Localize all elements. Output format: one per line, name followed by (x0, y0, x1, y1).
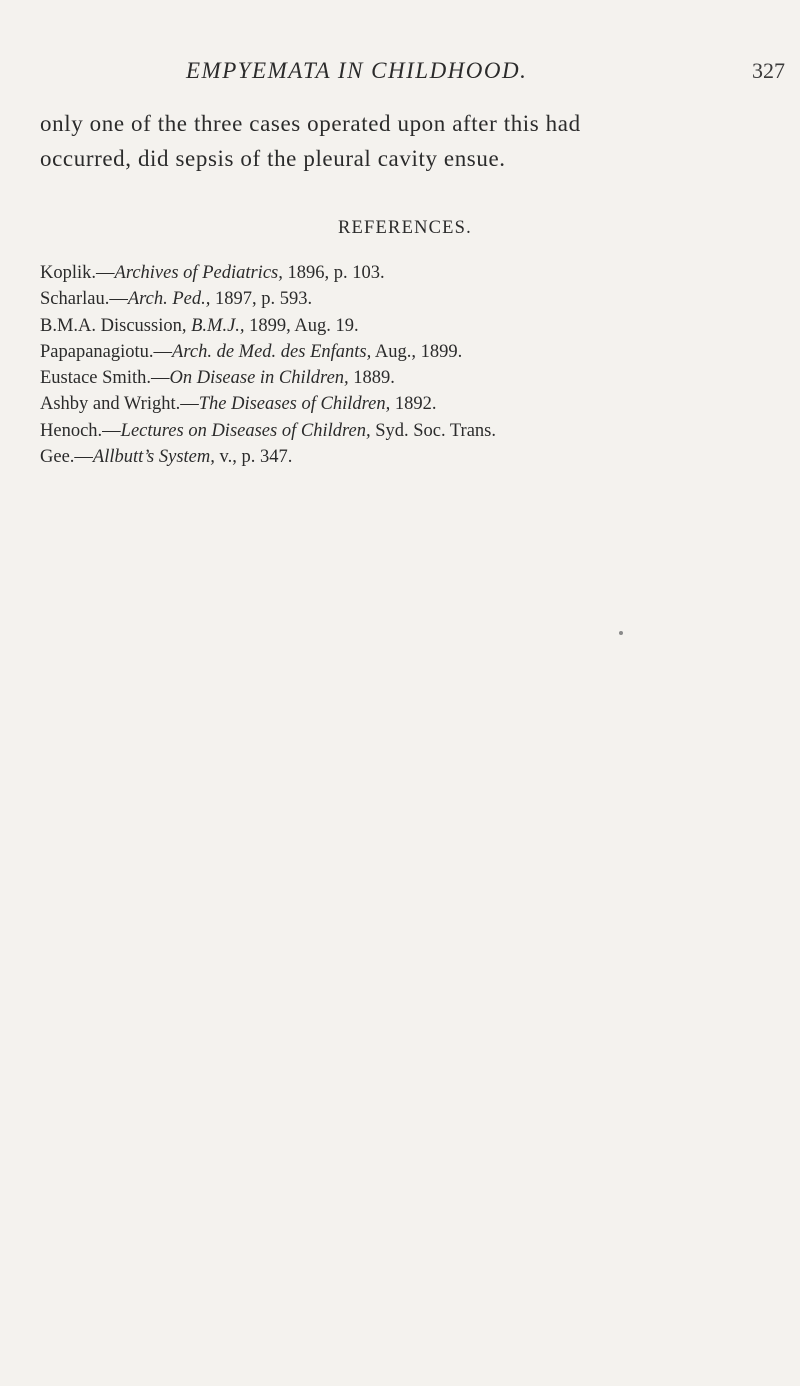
reference-source: The Diseases of Children, (198, 394, 391, 415)
reference-author: Scharlau.— (40, 289, 128, 310)
references-heading: REFERENCES. (338, 218, 472, 238)
running-head (0, 58, 800, 88)
reference-item (40, 339, 800, 365)
reference-details: 1899, Aug. 19. (244, 315, 359, 336)
reference-source: Arch. de Med. des Enfants, (172, 341, 372, 362)
reference-item (40, 313, 800, 339)
body-line: occurred, did sepsis of the pleural cavity ensue. (40, 146, 506, 171)
reference-item (40, 286, 800, 312)
reference-author: Koplik.— (40, 263, 115, 283)
reference-details: v., p. 347. (214, 447, 293, 468)
reference-author: Papapanagiotu.— (40, 341, 173, 362)
reference-source: Lectures on Diseases of Children, (120, 420, 371, 441)
reference-details: Syd. Soc. Trans. (370, 420, 497, 441)
reference-item (40, 444, 800, 470)
reference-details: 1896, p. 103. (282, 263, 385, 283)
paper-speck (619, 631, 623, 635)
body-line: only one of the three cases operated upon after this had (40, 111, 581, 136)
reference-author: Henoch.— (40, 420, 121, 441)
page-number: 327 (752, 58, 785, 83)
reference-source: B.M.J., (191, 315, 245, 336)
running-title: EMPYEMATA IN CHILDHOOD. (186, 58, 528, 83)
reference-source: Allbutt’s System, (92, 447, 215, 468)
reference-details: 1892. (390, 394, 437, 415)
body-paragraph (40, 106, 800, 176)
reference-item (40, 391, 800, 417)
reference-author: Ashby and Wright.— (40, 394, 199, 415)
reference-source: Arch. Ped., (127, 289, 211, 310)
reference-source: On Disease in Children, (169, 368, 349, 389)
reference-details: 1897, p. 593. (210, 289, 313, 310)
reference-item (40, 260, 800, 286)
reference-source: Archives of Pediatrics, (114, 263, 283, 283)
reference-details: 1889. (348, 368, 395, 389)
reference-details: Aug., 1899. (371, 341, 463, 362)
reference-author: Gee.— (40, 447, 93, 468)
reference-author: B.M.A. Discussion, (40, 315, 192, 336)
reference-author: Eustace Smith.— (40, 368, 170, 389)
reference-item (40, 365, 800, 391)
references-list (40, 260, 800, 470)
reference-item (40, 418, 800, 444)
